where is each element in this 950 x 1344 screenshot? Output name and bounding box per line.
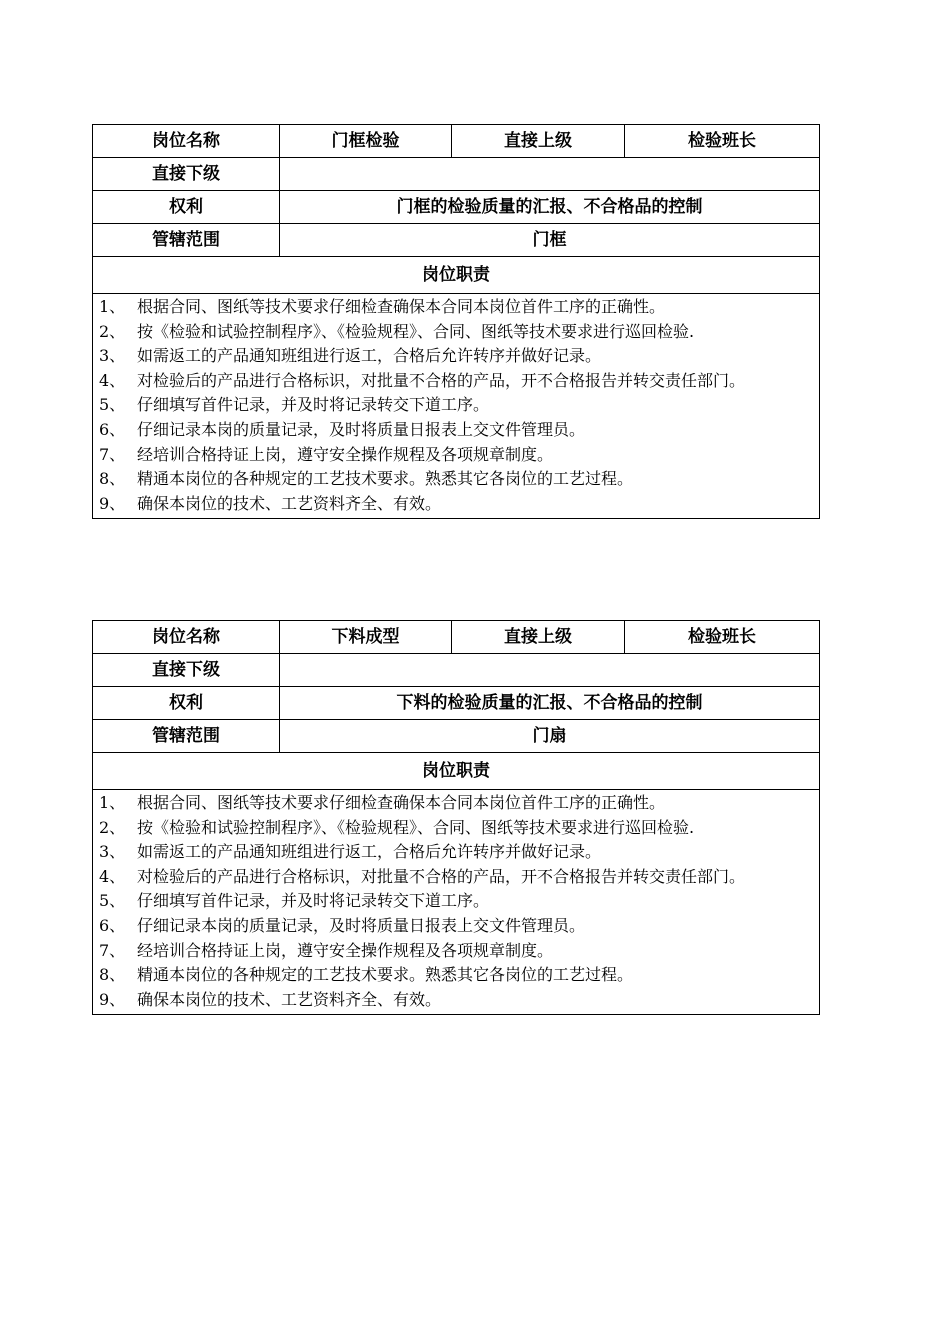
duty-number: 8、 [99, 469, 126, 489]
duty-text: 根据合同、图纸等技术要求仔细检查确保本合同本岗位首件工序的正确性。 [137, 793, 666, 812]
subordinate-value [280, 158, 820, 191]
duty-item [99, 443, 815, 468]
duty-item [99, 791, 815, 816]
duty-number: 2、 [99, 817, 126, 837]
duties-header: 岗位职责 [93, 753, 820, 790]
scope-label: 管辖范围 [93, 224, 280, 257]
subordinate-label: 直接下级 [93, 654, 280, 687]
duty-item [99, 320, 815, 345]
duties-row [93, 294, 820, 519]
duty-number: 3、 [99, 842, 126, 862]
superior-value: 检验班长 [625, 125, 820, 158]
duty-text: 根据合同、图纸等技术要求仔细检查确保本合同本岗位首件工序的正确性。 [137, 297, 666, 316]
scope-value: 门框 [280, 224, 820, 257]
rights-value: 门框的检验质量的汇报、不合格品的控制 [280, 191, 820, 224]
subordinate-row [93, 158, 820, 191]
duty-text: 按《检验和试验控制程序》、《检验规程》、合同、图纸等技术要求进行巡回检验. [137, 817, 695, 837]
duty-item [99, 816, 815, 841]
duty-item [99, 988, 815, 1013]
subordinate-value [280, 654, 820, 687]
post-name-label: 岗位名称 [93, 621, 280, 654]
superior-value: 检验班长 [625, 621, 820, 654]
superior-label: 直接上级 [452, 621, 625, 654]
post-row [93, 621, 820, 654]
duty-number: 5、 [99, 891, 126, 911]
job-table-2 [92, 620, 820, 1015]
scope-row [93, 720, 820, 753]
subordinate-label: 直接下级 [93, 158, 280, 191]
duty-text: 对检验后的产品进行合格标识，对批量不合格的产品，开不合格报告并转交责任部门。 [137, 370, 746, 390]
duty-text: 如需返工的产品通知班组进行返工，合格后允许转序并做好记录。 [137, 346, 602, 366]
duties-header-row [93, 753, 820, 790]
duty-item [99, 467, 815, 492]
duty-number: 6、 [99, 915, 126, 935]
duty-number: 4、 [99, 370, 126, 390]
duties-cell [93, 294, 820, 519]
duties-row [93, 790, 820, 1015]
duty-item [99, 295, 815, 320]
duty-item [99, 418, 815, 443]
post-name-value: 下料成型 [280, 621, 452, 654]
duty-text: 确保本岗位的技术、工艺资料齐全、有效。 [137, 989, 442, 1009]
duty-item [99, 840, 815, 865]
post-name-value: 门框检验 [280, 125, 452, 158]
duty-item [99, 914, 815, 939]
duty-text: 仔细填写首件记录，并及时将记录转交下道工序。 [137, 395, 490, 415]
duty-text: 仔细记录本岗的质量记录，及时将质量日报表上交文件管理员。 [137, 915, 586, 935]
subordinate-row [93, 654, 820, 687]
duty-text: 经培训合格持证上岗，遵守安全操作规程及各项规章制度。 [137, 444, 554, 464]
duty-number: 6、 [99, 419, 126, 439]
duty-text: 精通本岗位的各种规定的工艺技术要求。熟悉其它各岗位的工艺过程。 [137, 965, 634, 985]
duty-text: 经培训合格持证上岗，遵守安全操作规程及各项规章制度。 [137, 940, 554, 960]
duty-number: 5、 [99, 395, 126, 415]
duty-item [99, 963, 815, 988]
duties-header: 岗位职责 [93, 257, 820, 294]
duty-text: 如需返工的产品通知班组进行返工，合格后允许转序并做好记录。 [137, 842, 602, 862]
duty-number: 9、 [99, 493, 126, 513]
duty-number: 7、 [99, 444, 126, 464]
duty-item [99, 865, 815, 890]
duty-number: 2、 [99, 321, 126, 341]
duties-cell [93, 790, 820, 1015]
rights-label: 权利 [93, 191, 280, 224]
duty-text: 确保本岗位的技术、工艺资料齐全、有效。 [137, 493, 442, 513]
duty-item [99, 393, 815, 418]
duty-number: 1、 [99, 297, 126, 316]
post-name-label: 岗位名称 [93, 125, 280, 158]
duty-list [99, 791, 815, 1012]
scope-label: 管辖范围 [93, 720, 280, 753]
scope-row [93, 224, 820, 257]
duty-text: 对检验后的产品进行合格标识，对批量不合格的产品，开不合格报告并转交责任部门。 [137, 866, 746, 886]
duty-item [99, 492, 815, 517]
duty-number: 4、 [99, 866, 126, 886]
duty-item [99, 939, 815, 964]
duty-number: 7、 [99, 940, 126, 960]
duty-text: 仔细填写首件记录，并及时将记录转交下道工序。 [137, 891, 490, 911]
post-row [93, 125, 820, 158]
rights-row [93, 687, 820, 720]
scope-value: 门扇 [280, 720, 820, 753]
duty-number: 9、 [99, 989, 126, 1009]
duty-text: 仔细记录本岗的质量记录，及时将质量日报表上交文件管理员。 [137, 419, 586, 439]
duty-item [99, 344, 815, 369]
duty-number: 3、 [99, 346, 126, 366]
duty-list [99, 295, 815, 516]
duty-number: 8、 [99, 965, 126, 985]
rights-value: 下料的检验质量的汇报、不合格品的控制 [280, 687, 820, 720]
duty-number: 1、 [99, 793, 126, 812]
rights-label: 权利 [93, 687, 280, 720]
superior-label: 直接上级 [452, 125, 625, 158]
duty-item [99, 889, 815, 914]
duty-text: 精通本岗位的各种规定的工艺技术要求。熟悉其它各岗位的工艺过程。 [137, 469, 634, 489]
rights-row [93, 191, 820, 224]
job-table-1 [92, 124, 820, 519]
duties-header-row [93, 257, 820, 294]
duty-text: 按《检验和试验控制程序》、《检验规程》、合同、图纸等技术要求进行巡回检验. [137, 321, 695, 341]
duty-item [99, 369, 815, 394]
